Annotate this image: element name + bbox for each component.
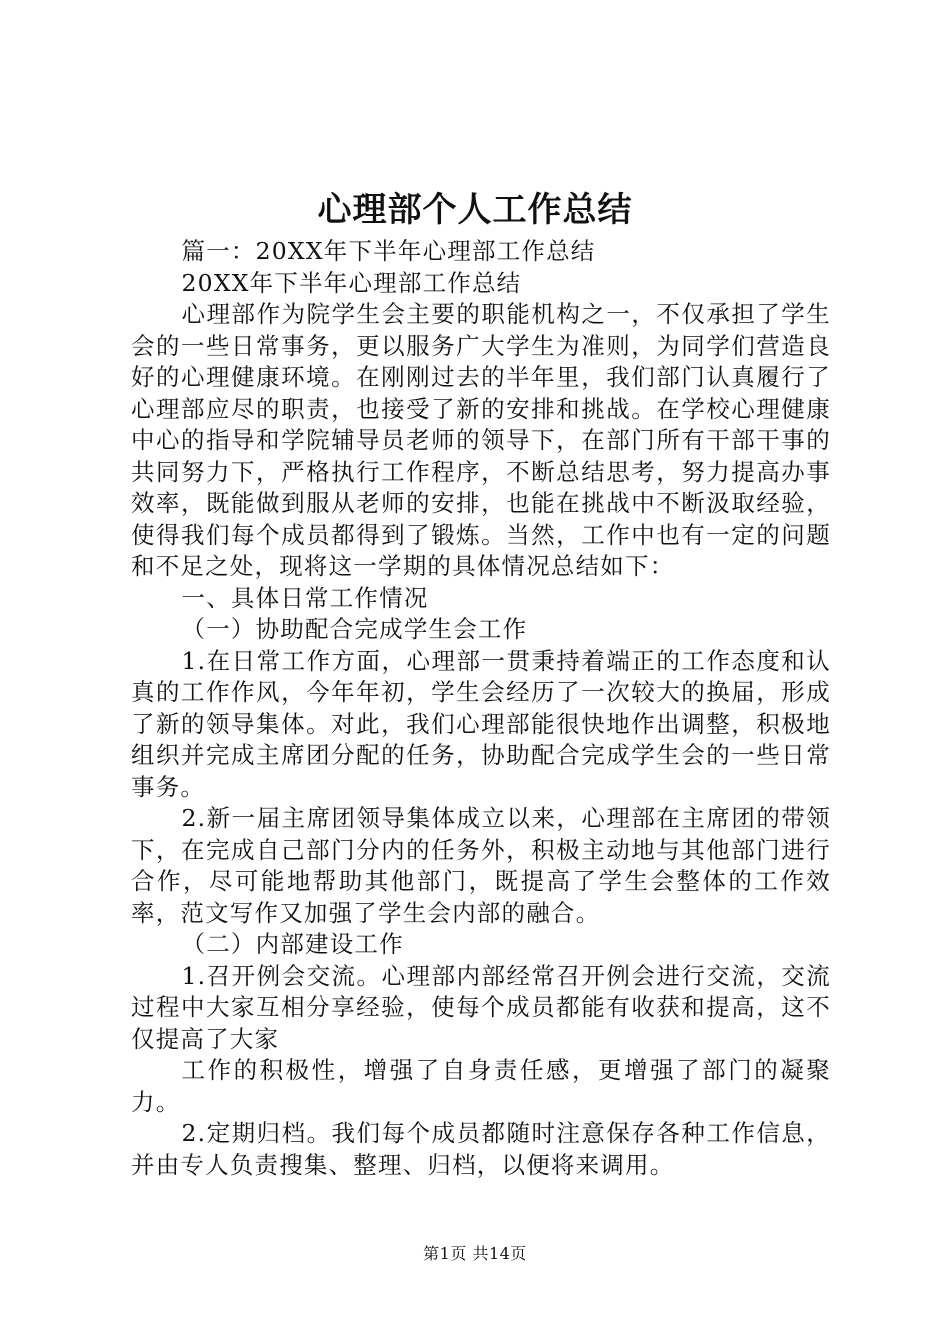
paragraph-item-2: 2.新一届主席团领导集体成立以来，心理部在主席团的带领下，在完成自己部门分内的任务外，积极主动地与其他部门进行合作，尽可能地帮助其他部门，既提高了学生会整体的工作效率，范文写作又加强了学生会内部的融合。 bbox=[131, 804, 831, 927]
paragraph-subtitle: 20XX年下半年心理部工作总结 bbox=[181, 268, 522, 297]
document-body bbox=[131, 236, 831, 1181]
document-title: 心理部个人工作总结 bbox=[317, 190, 633, 230]
paragraph-item-4: 2.定期归档。我们每个成员都随时注意保存各种工作信息，并由专人负责搜集、整理、归档，以便将来调用。 bbox=[131, 1119, 831, 1179]
page-footer: 第1页 共14页 bbox=[423, 1244, 527, 1263]
paragraph-item-3: 1.召开例会交流。心理部内部经常召开例会进行交流，交流过程中大家互相分享经验，使每个成员都能有收获和提高，这不仅提高了大家 bbox=[131, 961, 831, 1053]
paragraph-intro: 心理部作为院学生会主要的职能机构之一，不仅承担了学生会的一些日常事务，更以服务广大学生为准则，为同学们营造良好的心理健康环境。在刚刚过去的半年里，我们部门认真履行了心理部应尽的职责，也接受了新的安排和挑战。在学校心理健康中心的指导和学院辅导员老师的领导下，在部门所有干部干事的共同努力下，严格执行工作程序，不断总结思考，努力提高办事效率，既能做到服从老师的安排，也能在挑战中不断汲取经验，使得我们每个成员都得到了锻炼。当然，工作中也有一定的问题和不足之处，现将这一学期的具体情况总结如下： bbox=[131, 300, 831, 580]
paragraph-heading-1: 一、具体日常工作情况 bbox=[181, 583, 429, 612]
paragraph-subheading-2: （二）内部建设工作 bbox=[181, 930, 404, 958]
paragraph-item-3-continued: 工作的积极性，增强了自身责任感，更增强了部门的凝聚力。 bbox=[131, 1056, 831, 1116]
paragraph-item-1: 1.在日常工作方面，心理部一贯秉持着端正的工作态度和认真的工作作风，今年年初，学生会经历了一次较大的换届，形成了新的领导集体。对此，我们心理部能很快地作出调整，积极地组织并完成主席团分配的任务，协助配合完成学生会的一些日常事务。 bbox=[131, 646, 831, 801]
paragraph-subheading-1: （一）协助配合完成学生会工作 bbox=[181, 615, 528, 643]
paragraph-section-heading: 篇一：20XX年下半年心理部工作总结 bbox=[181, 237, 596, 265]
